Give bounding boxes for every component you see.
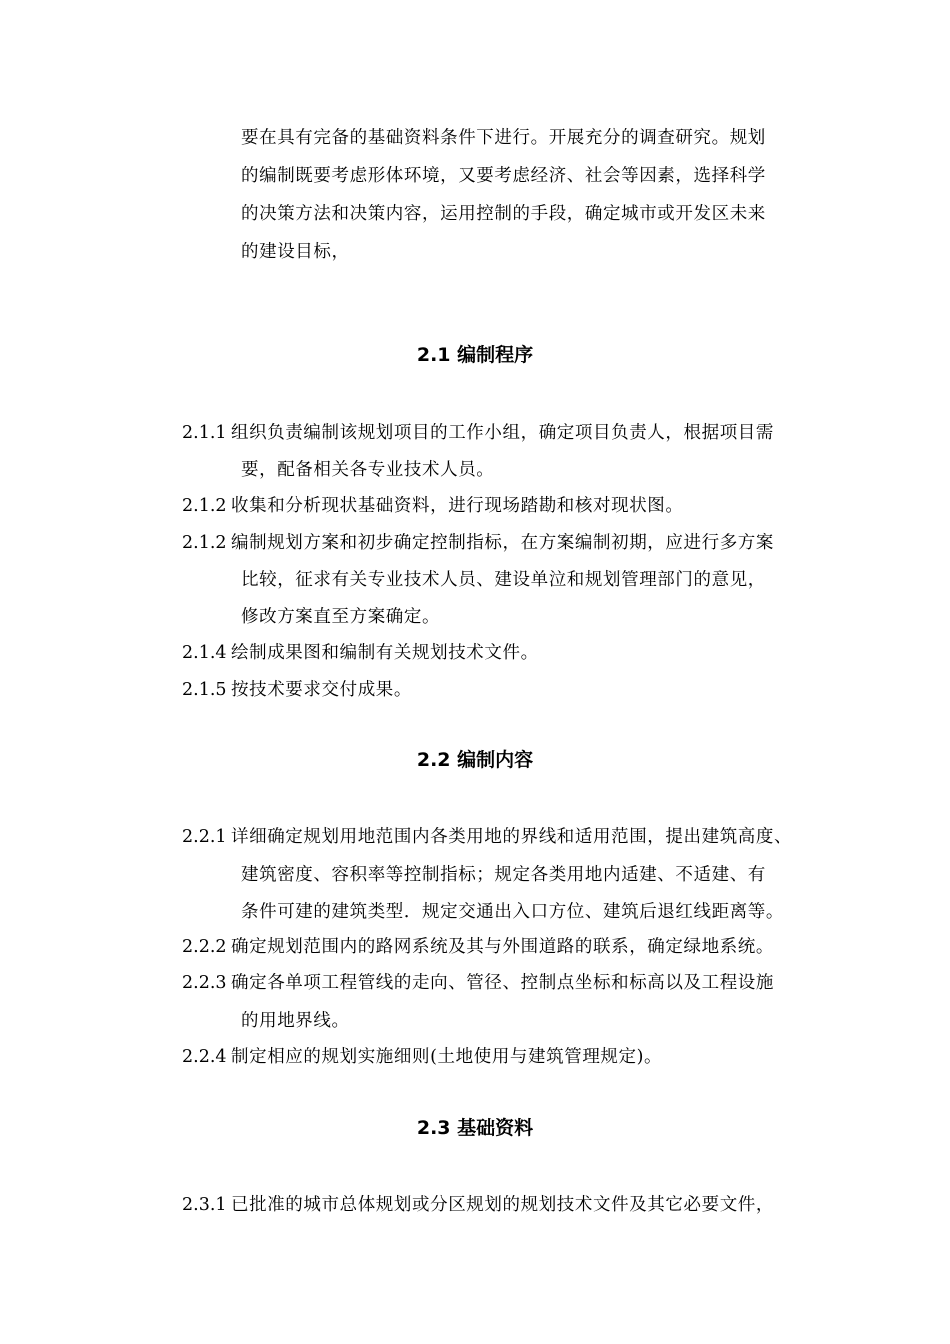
list-item — [182, 971, 774, 995]
item-number: 2.1.2 — [182, 496, 227, 516]
list-item — [182, 678, 412, 702]
item-text: 收集和分析现状基础资料，进行现场踏勘和核对现状图。 — [231, 496, 684, 516]
intro-line: 的建设目标， — [241, 242, 350, 262]
intro-line: 的决策方法和决策内容，运用控制的手段，确定城市或开发区未来 — [241, 204, 766, 224]
intro-line: 的编制既要考虑形体环境，又要考虑经济、社会等因素，选择科学 — [241, 166, 766, 186]
item-text: 确定各单项工程管线的走向、管径、控制点坐标和标高以及工程设施 — [231, 973, 774, 993]
item-number: 2.2.2 — [182, 937, 227, 957]
item-continuation: 要，配备相关各专业技术人员。 — [241, 460, 495, 480]
section-heading: 2.3 基础资料 — [416, 1117, 534, 1139]
list-item — [182, 641, 539, 665]
list-item — [182, 935, 774, 959]
item-number: 2.3.1 — [182, 1195, 227, 1215]
intro-line: 要在具有完备的基础资料条件下进行。开展充分的调查研究。规划 — [241, 128, 766, 148]
item-text: 组织负责编制该规划项目的工作小组，确定项目负责人，根据项目需 — [231, 423, 774, 443]
list-item — [182, 494, 684, 518]
item-continuation: 条件可建的建筑类型．规定交通出入口方位、建筑后退红线距离等。 — [241, 902, 784, 922]
section-heading: 2.1 编制程序 — [416, 344, 534, 366]
list-item — [182, 531, 774, 555]
list-item — [182, 1045, 662, 1069]
item-continuation: 比较，征求有关专业技术人员、建设单泣和规划管理部门的意见， — [241, 570, 766, 590]
item-text: 确定规划范围内的路网系统及其与外围道路的联系，确定绿地系统。 — [231, 937, 774, 957]
item-number: 2.1.1 — [182, 423, 227, 443]
list-item — [182, 421, 774, 445]
item-text: 按技术要求交付成果。 — [231, 680, 412, 700]
item-number: 2.2.1 — [182, 827, 227, 847]
item-text: 编制规划方案和初步确定控制指标，在方案编制初期，应进行多方案 — [231, 533, 774, 553]
list-item — [182, 825, 792, 849]
item-continuation: 建筑密度、容积率等控制指标；规定各类用地内适建、不适建、有 — [241, 865, 766, 885]
item-number: 2.1.2 — [182, 533, 227, 553]
item-text: 制定相应的规划实施细则(土地使用与建筑管理规定)。 — [231, 1047, 663, 1067]
section-heading: 2.2 编制内容 — [416, 749, 534, 771]
item-number: 2.1.5 — [182, 680, 227, 700]
item-text: 已批准的城市总体规划或分区规划的规划技术文件及其它必要文件， — [231, 1195, 774, 1215]
item-text: 绘制成果图和编制有关规划技术文件。 — [231, 643, 539, 663]
item-continuation: 的用地界线。 — [241, 1011, 350, 1031]
list-item — [182, 1193, 774, 1217]
item-number: 2.1.4 — [182, 643, 227, 663]
item-continuation: 修改方案直至方案确定。 — [241, 607, 441, 627]
item-number: 2.2.4 — [182, 1047, 227, 1067]
item-number: 2.2.3 — [182, 973, 227, 993]
item-text: 详细确定规划用地范围内各类用地的界线和适用范围，提出建筑高度、 — [231, 827, 793, 847]
